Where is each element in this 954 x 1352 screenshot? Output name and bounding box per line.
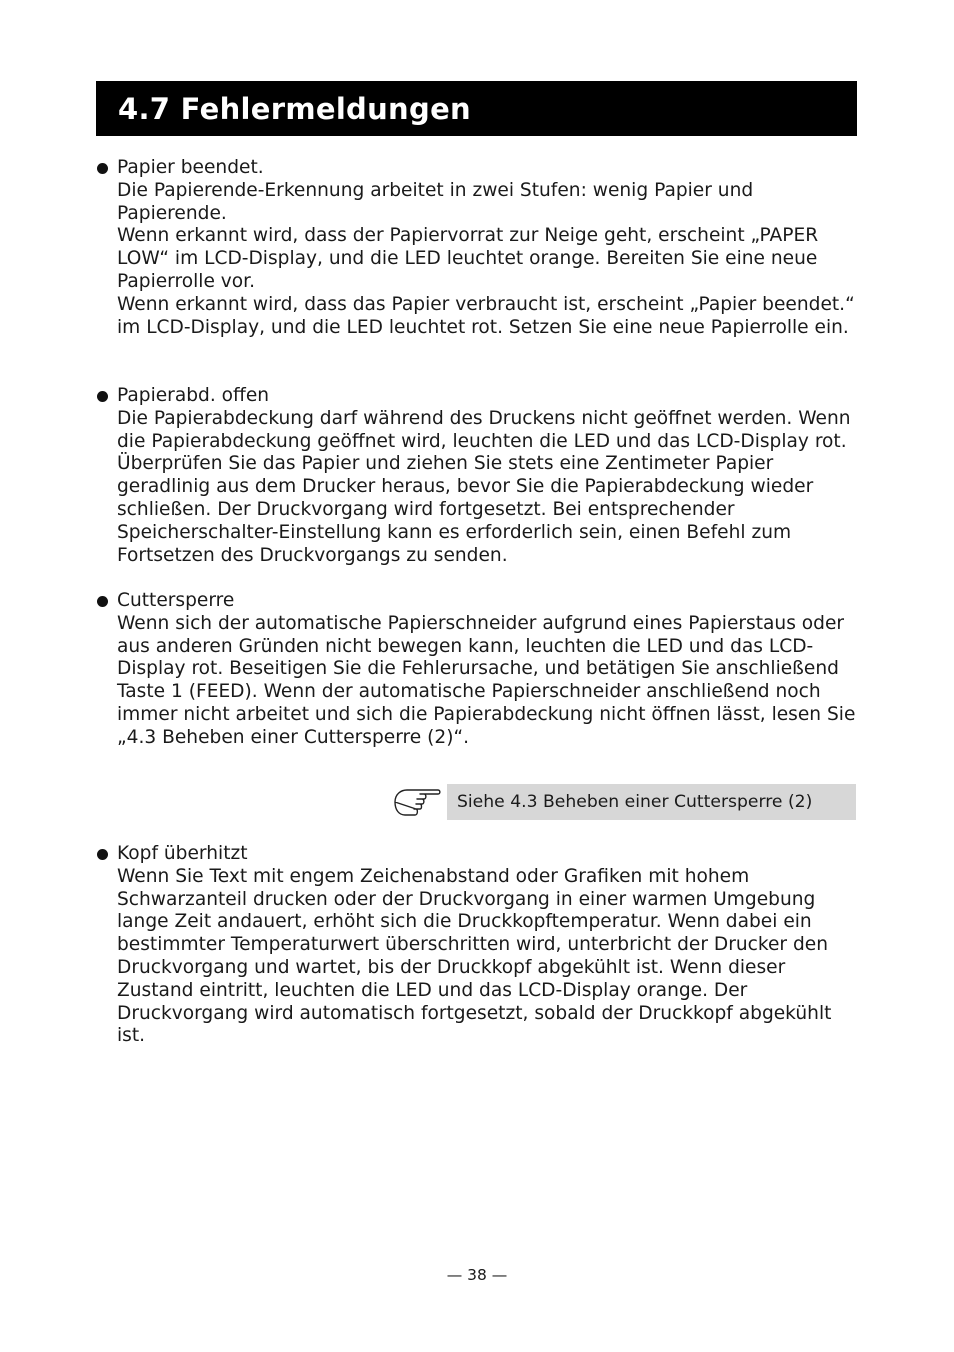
item-title: Papier beendet. bbox=[117, 157, 264, 178]
reference-note bbox=[392, 784, 857, 821]
error-item-cover-open bbox=[96, 385, 858, 567]
bullet-icon bbox=[97, 596, 108, 607]
section-header bbox=[96, 81, 857, 136]
item-paragraph: Wenn Sie Text mit engem Zeichenabstand oder Grafiken mit hohem Schwarzanteil drucken oder der Druckvorgang in einer warmen Umgebung lange Zeit andauert, erhöht sich die Druckkopftemperatur. Wenn dabei ein bestimmter Temperaturwert überschritten wird, unterbricht der Drucker den Druckvorgang und wartet, bis der Druckkopf abgekühlt ist. Wenn dieser Zustand eintritt, leuchten die LED und das LCD-Display orange. Der Druckvorgang wird automatisch fortgesetzt, sobald der Druckkopf abgekühlt ist. bbox=[117, 865, 832, 1047]
pointing-hand-icon bbox=[392, 784, 444, 821]
item-paragraph: Wenn sich der automatische Papierschneider aufgrund eines Papierstaus oder aus anderen Gründen nicht bewegen kann, leuchten die LED und das LCD-Display rot. Beseitigen Sie die Fehlerursache, und betätigen Sie anschließend Taste 1 (FEED). Wenn der automatische Papierschneider anschließend noch immer nicht arbeitet und sich die Papierabdeckung nicht öffnen lässt, lesen Sie „4.3 Beheben einer Cuttersperre (2)“. bbox=[117, 612, 856, 748]
item-paragraph: Wenn erkannt wird, dass der Papiervorrat zur Neige geht, erscheint „PAPER LOW“ im LCD-Display, und die LED leuchtet orange. Bereiten Sie eine neue Papierrolle vor. bbox=[117, 225, 819, 292]
page-number: — 38 — bbox=[446, 1266, 508, 1284]
item-title: Papierabd. offen bbox=[117, 385, 270, 406]
error-item-head-overheat bbox=[96, 843, 858, 1048]
section-title: 4.7 Fehlermeldungen bbox=[118, 91, 471, 126]
error-item-cutter-lock bbox=[96, 590, 858, 750]
bullet-icon bbox=[97, 849, 108, 860]
bullet-icon bbox=[97, 163, 108, 174]
item-title: Cuttersperre bbox=[117, 590, 235, 611]
bullet-icon bbox=[97, 391, 108, 402]
reference-box bbox=[447, 784, 856, 820]
error-item-paper-end bbox=[96, 157, 858, 339]
item-paragraph: Wenn erkannt wird, dass das Papier verbraucht ist, erscheint „Papier beendet.“ im LCD-Display, und die LED leuchtet rot. Setzen Sie eine neue Papierrolle ein. bbox=[117, 293, 855, 338]
item-title: Kopf überhitzt bbox=[117, 843, 248, 864]
item-paragraph: Die Papierabdeckung darf während des Druckens nicht geöffnet werden. Wenn die Papierabdeckung geöffnet wird, leuchten die LED und das LCD-Display rot. Überprüfen Sie das Papier und ziehen Sie stets eine Zentimeter Papier geradlinig aus dem Drucker heraus, bevor Sie die Papierabdeckung wieder schließen. Der Druckvorgang wird fortgesetzt. Bei entsprechender Speicherschalter-Einstellung kann es erforderlich sein, einen Befehl zum Fortsetzen des Druckvorgangs zu senden. bbox=[117, 407, 851, 566]
reference-text: Siehe 4.3 Beheben einer Cuttersperre (2) bbox=[457, 792, 813, 812]
item-paragraph: Die Papierende-Erkennung arbeitet in zwei Stufen: wenig Papier und Papierende. bbox=[117, 179, 754, 224]
